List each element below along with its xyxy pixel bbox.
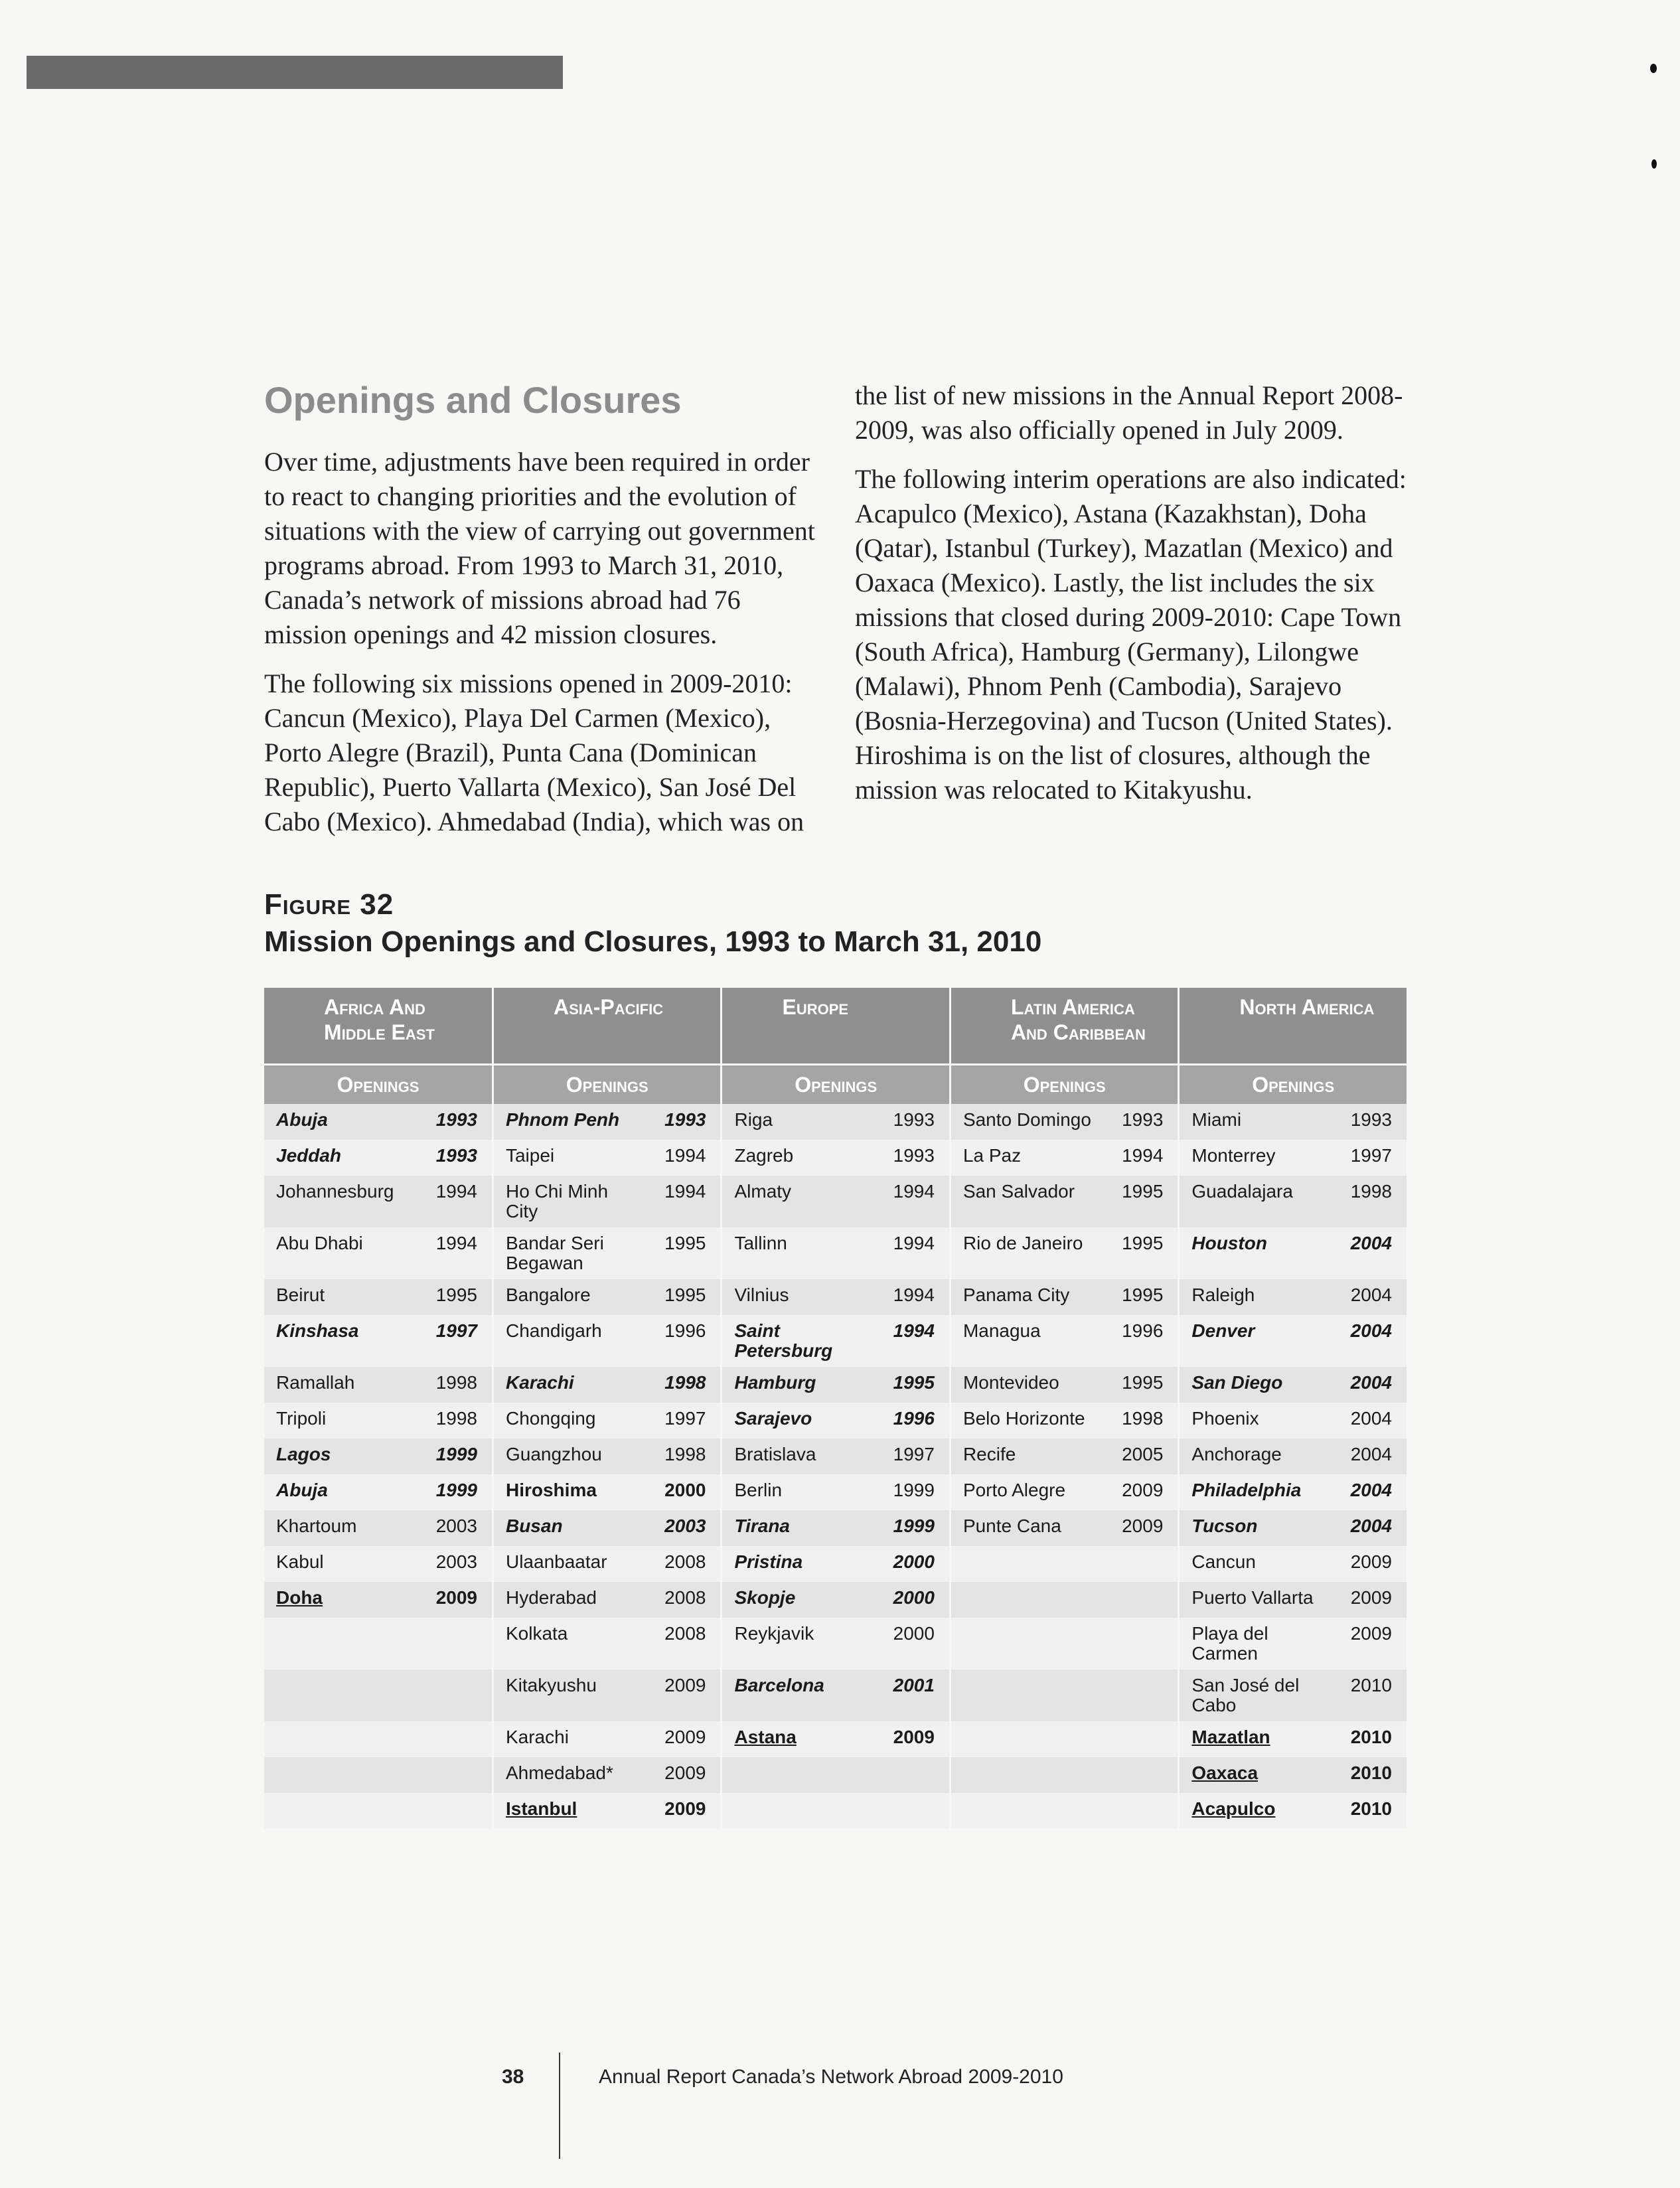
table-row bbox=[264, 1279, 1408, 1315]
table-row bbox=[264, 1721, 1408, 1757]
mission-year: 1993 bbox=[878, 1140, 950, 1176]
mission-city: Philadelphia bbox=[1179, 1474, 1336, 1510]
mission-year: 2009 bbox=[1107, 1474, 1179, 1510]
mission-city: Tucson bbox=[1179, 1510, 1336, 1546]
mission-city: Tallinn bbox=[722, 1227, 878, 1279]
mission-city: Kolkata bbox=[493, 1618, 649, 1670]
mission-year: 1999 bbox=[421, 1474, 493, 1510]
mission-year: 2000 bbox=[878, 1582, 950, 1618]
left-column bbox=[264, 385, 822, 854]
mission-year: 1998 bbox=[650, 1367, 722, 1403]
mission-city: Tripoli bbox=[264, 1403, 421, 1439]
margin-mark bbox=[1651, 159, 1657, 169]
mission-city: Barcelona bbox=[722, 1670, 878, 1721]
mission-city: Chandigarh bbox=[493, 1315, 649, 1367]
mission-city: Bratislava bbox=[722, 1439, 878, 1474]
mission-city: Berlin bbox=[722, 1474, 878, 1510]
figure-title: Mission Openings and Closures, 1993 to March 31, 2010 bbox=[264, 925, 1042, 958]
mission-city: Bangalore bbox=[493, 1279, 649, 1315]
mission-year: 1998 bbox=[421, 1403, 493, 1439]
mission-year: 1998 bbox=[650, 1439, 722, 1474]
mission-year bbox=[1107, 1757, 1179, 1793]
table-row bbox=[264, 1227, 1408, 1279]
mission-year: 1996 bbox=[878, 1403, 950, 1439]
mission-city: Sarajevo bbox=[722, 1403, 878, 1439]
footer-divider bbox=[559, 2053, 560, 2159]
mission-city: Astana bbox=[722, 1721, 878, 1757]
mission-year: 1994 bbox=[421, 1227, 493, 1279]
mission-year: 1994 bbox=[878, 1315, 950, 1367]
mission-city: Raleigh bbox=[1179, 1279, 1336, 1315]
region-header: Europe bbox=[722, 988, 950, 1065]
mission-year: 1995 bbox=[878, 1367, 950, 1403]
mission-city bbox=[722, 1793, 878, 1829]
mission-city bbox=[722, 1757, 878, 1793]
mission-city: San José del Cabo bbox=[1179, 1670, 1336, 1721]
mission-year: 2009 bbox=[1336, 1546, 1407, 1582]
header-bar bbox=[27, 56, 563, 89]
mission-city bbox=[950, 1582, 1107, 1618]
mission-city: Rio de Janeiro bbox=[950, 1227, 1107, 1279]
openings-subheader: Openings bbox=[950, 1065, 1178, 1105]
table-row bbox=[264, 1546, 1408, 1582]
table-row bbox=[264, 1315, 1408, 1367]
mission-city: Tirana bbox=[722, 1510, 878, 1546]
mission-city: Doha bbox=[264, 1582, 421, 1618]
mission-year: 1997 bbox=[421, 1315, 493, 1367]
mission-city: Saint Petersburg bbox=[722, 1315, 878, 1367]
mission-city: Oaxaca bbox=[1179, 1757, 1336, 1793]
mission-year: 2009 bbox=[878, 1721, 950, 1757]
mission-year bbox=[421, 1757, 493, 1793]
mission-city: Busan bbox=[493, 1510, 649, 1546]
mission-city: Houston bbox=[1179, 1227, 1336, 1279]
mission-year: 1994 bbox=[650, 1140, 722, 1176]
mission-city bbox=[264, 1618, 421, 1670]
mission-city: Abuja bbox=[264, 1474, 421, 1510]
mission-city: Ho Chi Minh City bbox=[493, 1176, 649, 1227]
mission-city bbox=[264, 1670, 421, 1721]
mission-year: 2004 bbox=[1336, 1315, 1407, 1367]
mission-year bbox=[1107, 1670, 1179, 1721]
mission-year: 1998 bbox=[1107, 1403, 1179, 1439]
table-body bbox=[264, 1104, 1408, 1829]
mission-year: 1996 bbox=[1107, 1315, 1179, 1367]
mission-year bbox=[421, 1670, 493, 1721]
mission-city: Anchorage bbox=[1179, 1439, 1336, 1474]
mission-year bbox=[878, 1793, 950, 1829]
mission-city: Lagos bbox=[264, 1439, 421, 1474]
mission-year: 2009 bbox=[650, 1721, 722, 1757]
figure-label: Figure 32 bbox=[264, 888, 394, 921]
table-row bbox=[264, 1793, 1408, 1829]
mission-city: San Salvador bbox=[950, 1176, 1107, 1227]
mission-city: Guadalajara bbox=[1179, 1176, 1336, 1227]
mission-year: 1993 bbox=[878, 1104, 950, 1140]
mission-city bbox=[950, 1721, 1107, 1757]
openings-subheader: Openings bbox=[264, 1065, 493, 1105]
table-row bbox=[264, 1367, 1408, 1403]
mission-city: Hamburg bbox=[722, 1367, 878, 1403]
mission-year bbox=[1107, 1793, 1179, 1829]
mission-year bbox=[878, 1757, 950, 1793]
mission-year: 2003 bbox=[650, 1510, 722, 1546]
table-row bbox=[264, 1439, 1408, 1474]
region-header: Africa And Middle East bbox=[264, 988, 493, 1065]
mission-city: Punte Cana bbox=[950, 1510, 1107, 1546]
table-row bbox=[264, 1582, 1408, 1618]
mission-year: 2009 bbox=[650, 1757, 722, 1793]
mission-city: Belo Horizonte bbox=[950, 1403, 1107, 1439]
mission-city bbox=[950, 1757, 1107, 1793]
footer-title: Annual Report Canada’s Network Abroad 2009-2010 bbox=[599, 2066, 1063, 2088]
mission-year: 2003 bbox=[421, 1510, 493, 1546]
mission-year: 2004 bbox=[1336, 1279, 1407, 1315]
mission-city: Istanbul bbox=[493, 1793, 649, 1829]
mission-year: 1995 bbox=[1107, 1227, 1179, 1279]
mission-city: Zagreb bbox=[722, 1140, 878, 1176]
mission-year: 1999 bbox=[878, 1510, 950, 1546]
mission-year: 1998 bbox=[1336, 1176, 1407, 1227]
mission-year: 1994 bbox=[878, 1279, 950, 1315]
paragraph: The following interim operations are also indicated: Acapulco (Mexico), Astana (Kazakhstan), Doha (Qatar), Istanbul (Turkey), Mazatlan (Mexico) and Oaxaca (Mexico). Lastly, the list includes the six missions that closed during 2009-2010: Cape Town (South Africa), Hamburg (Germany), Lilongwe (Malawi), Phnom Penh (Cambodia), Sarajevo (Bosnia-Herzegovina) and Tucson (United States). Hiroshima is on the list of closures, although the mission was relocated to Kitakyushu. bbox=[855, 464, 1407, 805]
mission-year: 1999 bbox=[878, 1474, 950, 1510]
mission-year bbox=[1107, 1618, 1179, 1670]
mission-year: 2005 bbox=[1107, 1439, 1179, 1474]
mission-year: 1993 bbox=[1336, 1104, 1407, 1140]
mission-city: Skopje bbox=[722, 1582, 878, 1618]
mission-year: 1993 bbox=[1107, 1104, 1179, 1140]
mission-year: 1997 bbox=[650, 1403, 722, 1439]
mission-city: Recife bbox=[950, 1439, 1107, 1474]
mission-year: 2009 bbox=[1336, 1582, 1407, 1618]
mission-year: 1995 bbox=[650, 1279, 722, 1315]
table-row bbox=[264, 1403, 1408, 1439]
mission-city: Guangzhou bbox=[493, 1439, 649, 1474]
mission-year: 1998 bbox=[421, 1367, 493, 1403]
mission-year: 1993 bbox=[421, 1104, 493, 1140]
mission-city: Khartoum bbox=[264, 1510, 421, 1546]
mission-city: Denver bbox=[1179, 1315, 1336, 1367]
mission-city: Kabul bbox=[264, 1546, 421, 1582]
mission-year: 2000 bbox=[878, 1618, 950, 1670]
mission-year: 1999 bbox=[421, 1439, 493, 1474]
mission-city bbox=[264, 1721, 421, 1757]
mission-city: Porto Alegre bbox=[950, 1474, 1107, 1510]
mission-year: 2004 bbox=[1336, 1367, 1407, 1403]
right-column bbox=[855, 378, 1426, 822]
mission-year: 1997 bbox=[878, 1439, 950, 1474]
mission-city: Beirut bbox=[264, 1279, 421, 1315]
mission-city: Acapulco bbox=[1179, 1793, 1336, 1829]
mission-year: 2010 bbox=[1336, 1757, 1407, 1793]
mission-city: Chongqing bbox=[493, 1403, 649, 1439]
mission-year: 2004 bbox=[1336, 1474, 1407, 1510]
mission-year: 1993 bbox=[421, 1140, 493, 1176]
mission-year bbox=[421, 1618, 493, 1670]
mission-year: 1994 bbox=[421, 1176, 493, 1227]
mission-year: 2009 bbox=[650, 1670, 722, 1721]
mission-city: Reykjavik bbox=[722, 1618, 878, 1670]
mission-city: La Paz bbox=[950, 1140, 1107, 1176]
mission-year: 2010 bbox=[1336, 1721, 1407, 1757]
mission-city: Playa del Carmen bbox=[1179, 1618, 1336, 1670]
mission-year: 1995 bbox=[1107, 1176, 1179, 1227]
mission-year: 2008 bbox=[650, 1618, 722, 1670]
mission-year: 1994 bbox=[878, 1176, 950, 1227]
mission-city: Karachi bbox=[493, 1367, 649, 1403]
mission-city: Taipei bbox=[493, 1140, 649, 1176]
mission-year: 2008 bbox=[650, 1582, 722, 1618]
mission-city: Santo Domingo bbox=[950, 1104, 1107, 1140]
mission-city: Montevideo bbox=[950, 1367, 1107, 1403]
mission-city: Phoenix bbox=[1179, 1403, 1336, 1439]
mission-city: Vilnius bbox=[722, 1279, 878, 1315]
mission-year: 1994 bbox=[1107, 1140, 1179, 1176]
mission-city: Almaty bbox=[722, 1176, 878, 1227]
mission-city bbox=[950, 1670, 1107, 1721]
mission-year: 2000 bbox=[878, 1546, 950, 1582]
mission-year bbox=[421, 1793, 493, 1829]
page-number: 38 bbox=[502, 2066, 524, 2088]
mission-city: Pristina bbox=[722, 1546, 878, 1582]
mission-city: San Diego bbox=[1179, 1367, 1336, 1403]
mission-city: Bandar Seri Begawan bbox=[493, 1227, 649, 1279]
mission-year: 2004 bbox=[1336, 1439, 1407, 1474]
mission-year: 1995 bbox=[1107, 1279, 1179, 1315]
paragraph: Over time, adjustments have been required in order to react to changing priorities and the evolution of situations with the view of carrying out government programs abroad. From 1993 to March 31, 2010, Canada’s network of missions abroad had 76 mission openings and 42 mission closures. bbox=[264, 447, 815, 649]
mission-year: 2003 bbox=[421, 1546, 493, 1582]
mission-year bbox=[421, 1721, 493, 1757]
mission-city: Riga bbox=[722, 1104, 878, 1140]
mission-city: Monterrey bbox=[1179, 1140, 1336, 1176]
mission-city: Managua bbox=[950, 1315, 1107, 1367]
mission-city: Miami bbox=[1179, 1104, 1336, 1140]
table-row bbox=[264, 1104, 1408, 1140]
mission-year: 2009 bbox=[1336, 1618, 1407, 1670]
mission-year: 1997 bbox=[1336, 1140, 1407, 1176]
mission-city: Hyderabad bbox=[493, 1582, 649, 1618]
table-row bbox=[264, 1618, 1408, 1670]
mission-city: Ahmedabad* bbox=[493, 1757, 649, 1793]
region-header: Asia-Pacific bbox=[493, 988, 721, 1065]
mission-city: Mazatlan bbox=[1179, 1721, 1336, 1757]
mission-city bbox=[950, 1546, 1107, 1582]
mission-city: Cancun bbox=[1179, 1546, 1336, 1582]
mission-year: 1993 bbox=[650, 1104, 722, 1140]
region-header: Latin America And Caribbean bbox=[950, 988, 1178, 1065]
mission-city: Karachi bbox=[493, 1721, 649, 1757]
margin-mark bbox=[1650, 64, 1657, 73]
mission-city bbox=[264, 1757, 421, 1793]
mission-year bbox=[1107, 1582, 1179, 1618]
mission-year bbox=[1107, 1721, 1179, 1757]
mission-year: 2000 bbox=[650, 1474, 722, 1510]
paragraph: the list of new missions in the Annual Report 2008-2009, was also officially opened in July 2009. bbox=[855, 380, 1403, 445]
mission-year: 1995 bbox=[421, 1279, 493, 1315]
mission-city: Abuja bbox=[264, 1104, 421, 1140]
openings-subheader: Openings bbox=[1179, 1065, 1408, 1105]
mission-year: 2001 bbox=[878, 1670, 950, 1721]
mission-city: Abu Dhabi bbox=[264, 1227, 421, 1279]
mission-city bbox=[950, 1793, 1107, 1829]
mission-year: 2010 bbox=[1336, 1793, 1407, 1829]
mission-year: 1995 bbox=[1107, 1367, 1179, 1403]
mission-year: 2009 bbox=[1107, 1510, 1179, 1546]
mission-city: Panama City bbox=[950, 1279, 1107, 1315]
mission-year: 2004 bbox=[1336, 1403, 1407, 1439]
mission-city bbox=[264, 1793, 421, 1829]
mission-city: Phnom Penh bbox=[493, 1104, 649, 1140]
mission-year: 1996 bbox=[650, 1315, 722, 1367]
mission-year: 2009 bbox=[421, 1582, 493, 1618]
mission-year: 2004 bbox=[1336, 1227, 1407, 1279]
mission-year: 1994 bbox=[650, 1176, 722, 1227]
mission-year: 2010 bbox=[1336, 1670, 1407, 1721]
mission-city: Kitakyushu bbox=[493, 1670, 649, 1721]
missions-table bbox=[264, 988, 1409, 1829]
table-row bbox=[264, 1670, 1408, 1721]
mission-city: Kinshasa bbox=[264, 1315, 421, 1367]
openings-subheader: Openings bbox=[493, 1065, 721, 1105]
table-row bbox=[264, 1510, 1408, 1546]
mission-city: Hiroshima bbox=[493, 1474, 649, 1510]
mission-year: 2004 bbox=[1336, 1510, 1407, 1546]
region-header: North America bbox=[1179, 988, 1408, 1065]
mission-city: Ulaanbaatar bbox=[493, 1546, 649, 1582]
mission-year: 1995 bbox=[650, 1227, 722, 1279]
mission-year: 2009 bbox=[650, 1793, 722, 1829]
table-row bbox=[264, 1474, 1408, 1510]
mission-city: Puerto Vallarta bbox=[1179, 1582, 1336, 1618]
mission-year: 1994 bbox=[878, 1227, 950, 1279]
mission-city: Jeddah bbox=[264, 1140, 421, 1176]
table-row bbox=[264, 1140, 1408, 1176]
section-title: Openings and Closures bbox=[264, 379, 682, 421]
mission-year bbox=[1107, 1546, 1179, 1582]
mission-city: Ramallah bbox=[264, 1367, 421, 1403]
table-row bbox=[264, 1176, 1408, 1227]
paragraph: The following six missions opened in 2009-2010: Cancun (Mexico), Playa Del Carmen (Mexico), Porto Alegre (Brazil), Punta Cana (Dominican Republic), Puerto Vallarta (Mexico), San José Del Cabo (Mexico). Ahmedabad (India), which was on bbox=[264, 668, 804, 836]
mission-city bbox=[950, 1618, 1107, 1670]
mission-city: Johannesburg bbox=[264, 1176, 421, 1227]
openings-subheader: Openings bbox=[722, 1065, 950, 1105]
table-row bbox=[264, 1757, 1408, 1793]
mission-year: 2008 bbox=[650, 1546, 722, 1582]
